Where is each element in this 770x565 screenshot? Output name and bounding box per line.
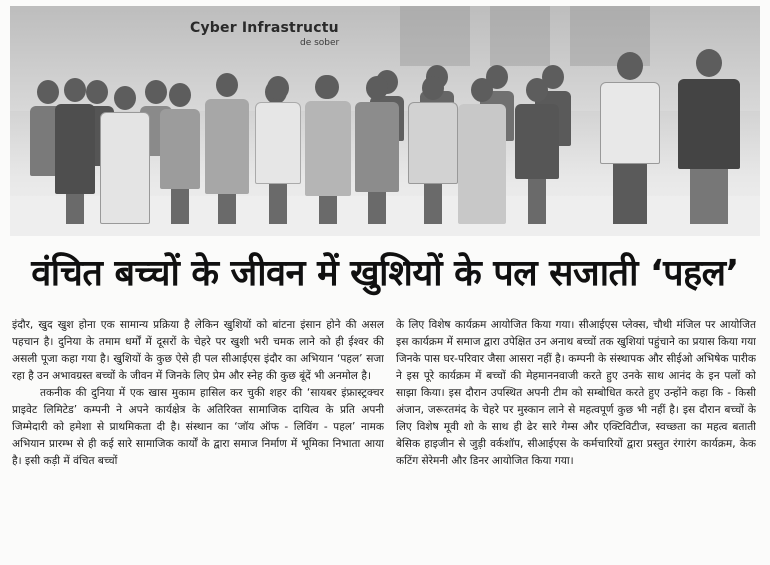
- article-paragraph: इंदौर, खुद खुश होना एक सामान्य प्रक्रिया है लेकिन खुशियों को बांटना इंसान होने की असल पहचान है। दुनिया के तमाम धर्मों में दूसरों के चेहरे पर खुशी भरी चमक लाने को ही ईश्वर की असली पूजा कहा गया है। खुशियों के कुछ ऐसे ही पल सीआईएस इंदौर का अभियान ‘पहल’ सजा रहा है उन अभावग्रस्त बच्चों के जीवन में जिनके लिए प्रेम और स्नेह की कुछ बूंदें भी अनमोल है।: [12, 319, 384, 382]
- person-figure: [205, 73, 249, 224]
- person-figure: [160, 83, 200, 224]
- photo-sign-subtext: de sober: [300, 38, 340, 48]
- article-column-left: [12, 317, 384, 562]
- person-figure: [255, 76, 301, 224]
- person-figure: [55, 78, 95, 224]
- article-paragraph: तकनीक की दुनिया में एक खास मुकाम हासिल कर चुकी शहर की ‘सायबर इंफ्रास्ट्रक्चर प्राइवेट लिमिटेड’ कम्पनी ने अपने कार्यक्षेत्र के अतिरिक्त सामाजिक दायित्व के प्रति अपनी जिम्मेदारी को हमेशा से प्राथमिकता दी है। संस्थान का ‘जॉय ऑफ - लिविंग - पहल’ नामक अभियान प्रारम्भ से ही कई सारे सामाजिक कार्यों के द्वारा समाज निर्माण में भूमिका निभाता आया है। इसी कड़ी में वंचित बच्चों: [12, 387, 384, 467]
- article-headline: वंचित बच्चों के जीवन में खुशियों के पल सजाती ‘पहल’: [31, 253, 739, 294]
- person-figure: [100, 86, 150, 224]
- person-figure: [408, 76, 458, 224]
- article-paragraph: के लिए विशेष कार्यक्रम आयोजित किया गया। सीआईएस प्लेक्स, चौथी मंजिल पर आयोजित इस कार्यक्रम में समाज द्वारा उपेक्षित उन अनाथ बच्चों तक खुशियां पहुंचाने का प्रयास किया गया जिनके पास घर-परिवार जैसा आसरा नहीं है। कम्पनी के संस्थापक और सीईओ अभिषेक पारीक ने इस पूरे कार्यक्रम में बच्चों की मेहमाननवाजी करते हुए उनके साथ आनंद के इन पलों को साझा किया। इस दौरान उपस्थित अपनी टीम को सम्बोधित करते हुए उन्होंने कहा कि - किसी अंजान, जरूरतमंद के चेहरे पर मुस्कान लाने से महत्वपूर्ण कुछ भी नहीं है। इस दौरान बच्चों के लिए विशेष मूवी शो के साथ ही ढेर सारे गेम्स और एक्टिविटीज, स्वच्छता का महत्व बताती बेसिक हाइजीन से जुड़ी वर्कशॉप, सीआईएस के कर्मचारियों द्वारा प्रस्तुत रंगारंग कार्यक्रम, केक कटिंग सेरेमनी और डिनर आयोजित किया गया।: [396, 319, 756, 467]
- person-figure: [600, 52, 660, 224]
- photo-sign-text: Cyber Infrastructu: [190, 20, 339, 36]
- person-figure: [305, 75, 351, 224]
- group-photo: [10, 6, 760, 236]
- person-figure: [678, 49, 740, 224]
- article-column-right: [396, 317, 756, 562]
- photo-window: [400, 6, 470, 66]
- person-figure: [515, 78, 559, 224]
- person-figure: [355, 76, 399, 224]
- photo-window: [490, 6, 550, 66]
- person-figure: [458, 78, 506, 224]
